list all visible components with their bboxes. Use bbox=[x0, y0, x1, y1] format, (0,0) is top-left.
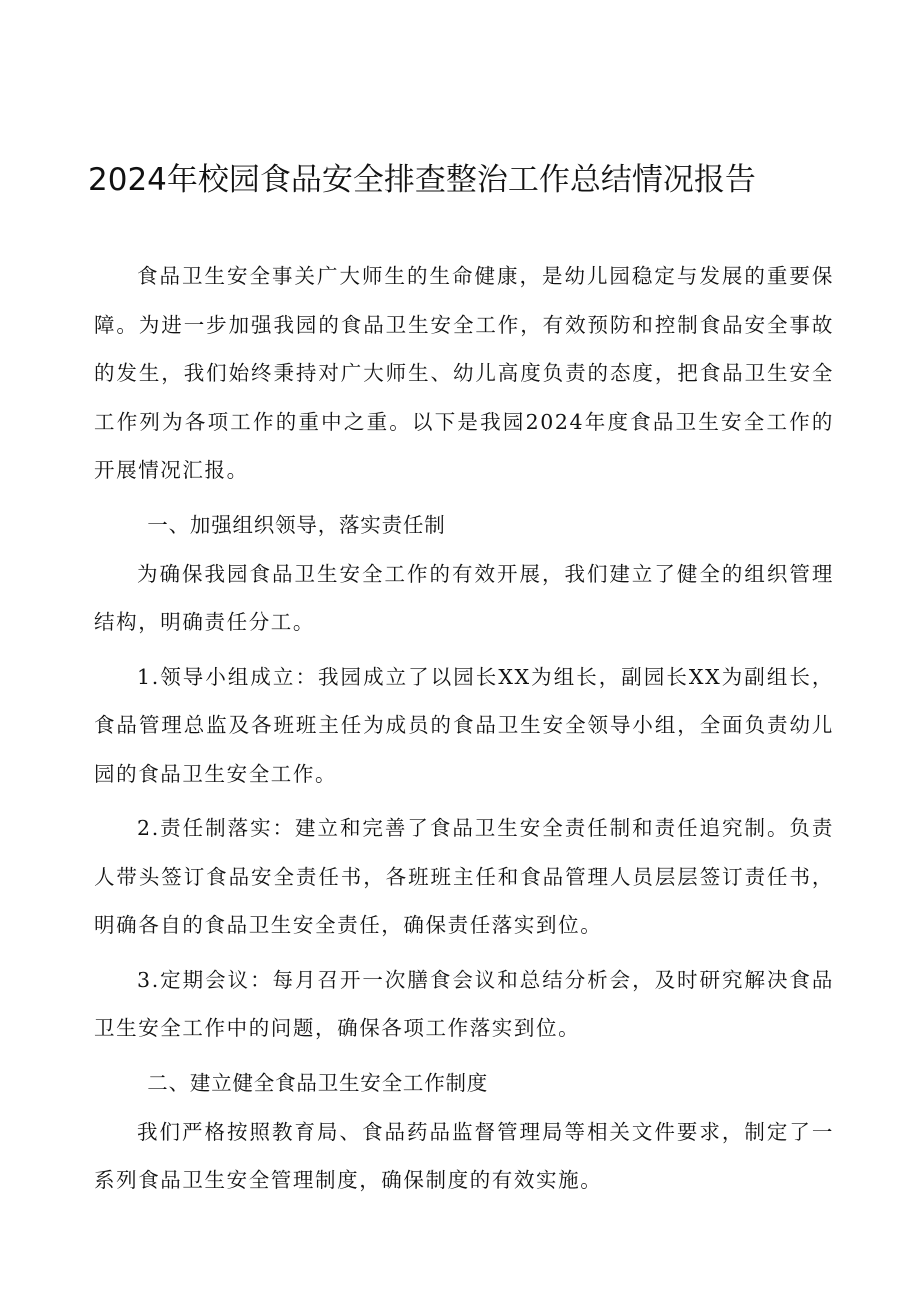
section-heading-1: 一、加强组织领导，落实责任制 bbox=[147, 512, 446, 537]
intro-paragraph: 食品卫生安全事关广大师生的生命健康，是幼儿园稳定与发展的重要保障。为进一步加强我园的食品卫生安全工作，有效预防和控制食品安全事故的发生，我们始终秉持对广大师生、幼儿高度负责的态度，把食品卫生安全工作列为各项工作的重中之重。以下是我园2024年度食品卫生安全工作的开展情况汇报。 bbox=[94, 264, 834, 482]
section-heading-2: 二、建立健全食品卫生安全工作制度 bbox=[147, 1070, 489, 1095]
list-item-2: 2.责任制落实：建立和完善了食品卫生安全责任制和责任追究制。负责人带头签订食品安全责任书，各班班主任和食品管理人员层层签订责任书，明确各自的食品卫生安全责任，确保责任落实到位。 bbox=[94, 816, 834, 937]
section-2-paragraph: 我们严格按照教育局、食品药品监督管理局等相关文件要求，制定了一系列食品卫生安全管理制度，确保制度的有效实施。 bbox=[94, 1119, 834, 1192]
document-body bbox=[94, 252, 834, 1205]
list-item-1: 1.领导小组成立：我园成立了以园长XX为组长，副园长XX为副组长，食品管理总监及各班班主任为成员的食品卫生安全领导小组，全面负责幼儿园的食品卫生安全工作。 bbox=[94, 664, 834, 786]
section-1-paragraph: 为确保我园食品卫生安全工作的有效开展，我们建立了健全的组织管理结构，明确责任分工。 bbox=[94, 561, 834, 634]
document-title: 2024年校园食品安全排查整治工作总结情况报告 bbox=[88, 162, 756, 198]
list-item-3: 3.定期会议：每月召开一次膳食会议和总结分析会，及时研究解决食品卫生安全工作中的问题，确保各项工作落实到位。 bbox=[94, 967, 834, 1040]
